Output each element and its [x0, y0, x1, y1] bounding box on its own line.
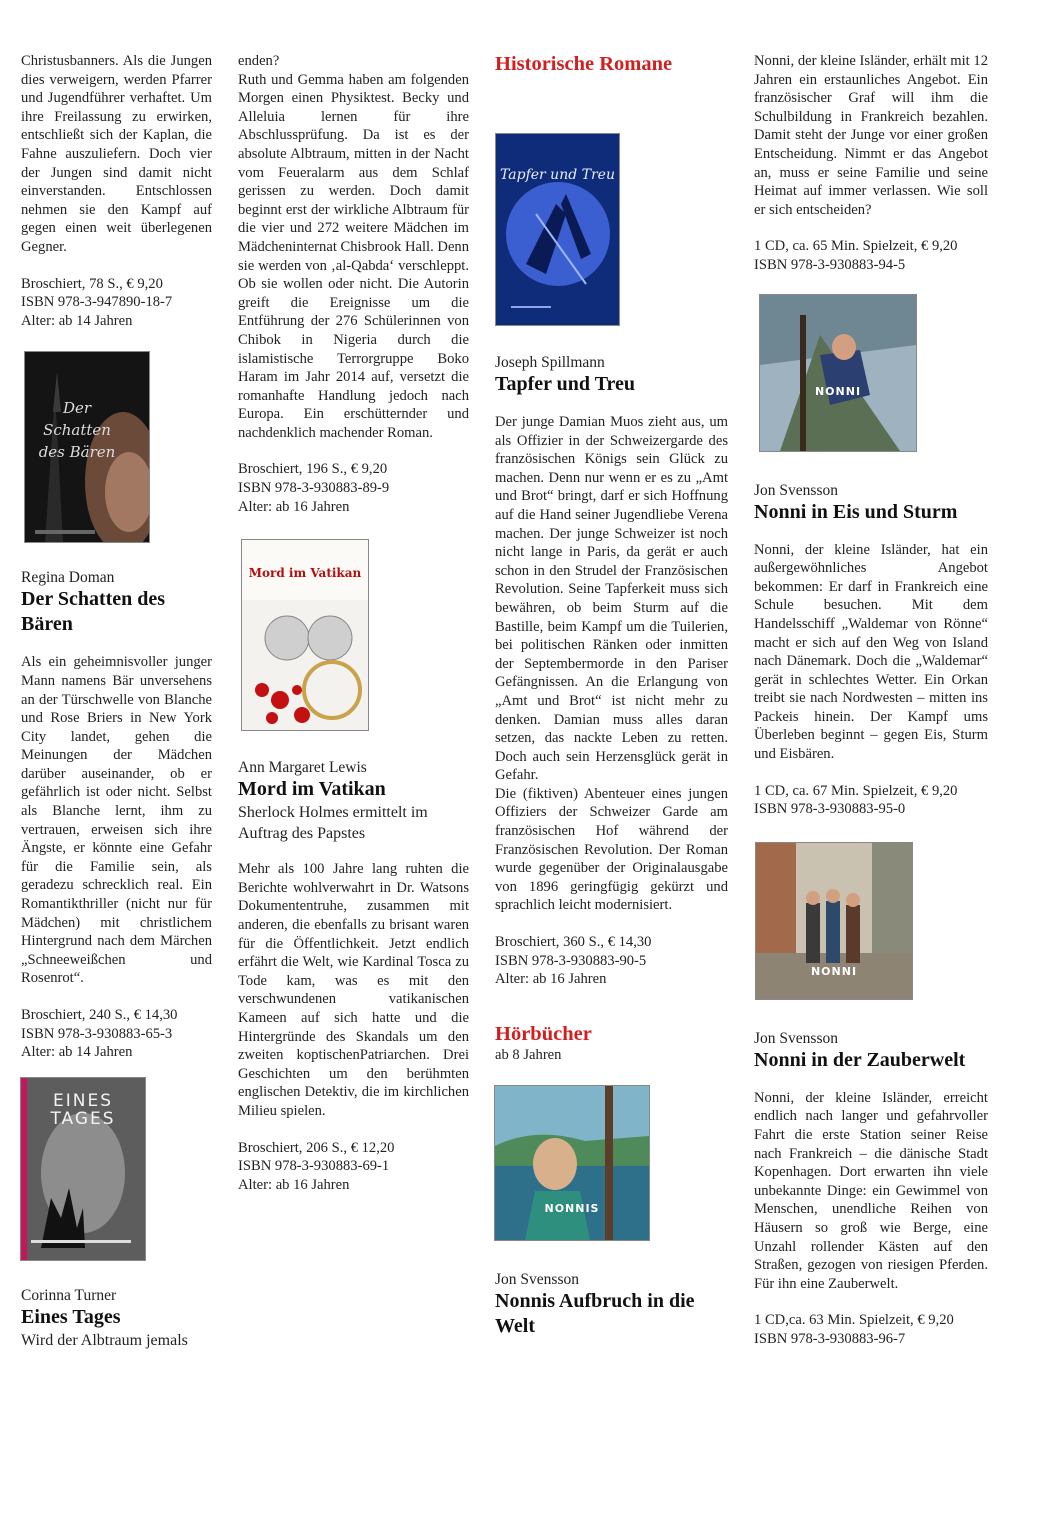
book-subtitle: Sherlock Holmes ermittelt im Auftrag des Papstes — [238, 804, 428, 843]
book-meta — [495, 933, 728, 989]
column-2 — [238, 52, 469, 1194]
age-rating: Alter: ab 14 Jahren — [21, 1044, 133, 1061]
book-meta — [238, 1139, 469, 1195]
column-1 — [21, 52, 212, 1351]
book-title: Nonni in Eis und Sturm — [754, 500, 958, 523]
cover-title: Der Schatten des Bären — [38, 399, 116, 462]
cover-title: NONNI — [814, 384, 862, 398]
format-price: Broschiert, 240 S., € 14,30 — [21, 1007, 178, 1023]
book-title: Nonni in der Zauberwelt — [754, 1048, 966, 1071]
book-title: Eines Tages — [21, 1305, 121, 1328]
isbn: ISBN 978-3-930883-69-1 — [238, 1158, 390, 1175]
book-author: Ann Margaret Lewis — [238, 759, 367, 777]
format-price: Broschiert, 360 S., € 14,30 — [495, 934, 652, 951]
section-heading: Hörbücher — [495, 1022, 592, 1045]
book-description: Mehr als 100 Jahre lang ruhten die Berichte wohlverwahrt in Dr. Watsons Dokumententruhe, zusammen mit anderen, die ebenfalls zu brisant waren für die Öffentlichkeit. Jetzt endlich erfährt die Welt, wie Kardinal Tosca zu Tode kam, was es mit den verschwundenen vatikanischen Kameen auf sich hatte und die Hintergründe des Skandals um den zweiten koptischenPatriarchen. Drei Geschichten um den berühmten englischen Detektiv, die im kirchlichen Milieu spielen. — [238, 861, 469, 1119]
book-cover[interactable] — [760, 295, 916, 451]
book-author: Jon Svensson — [495, 1271, 579, 1289]
book-meta — [754, 782, 988, 819]
book-title: Der Schatten des Bären — [21, 588, 166, 636]
book-author: Regina Doman — [21, 569, 115, 587]
format-price: Broschiert, 206 S., € 12,20 — [238, 1139, 395, 1156]
book-title: Nonnis Aufbruch in die Welt — [495, 1290, 695, 1338]
book-meta — [754, 1311, 988, 1348]
book-title: Tapfer und Treu — [495, 373, 636, 395]
book-description: Nonni, der kleine Isländer, hat ein außergewöhnliches Angebot bekommen: Er darf in Frankreich eine Schule besuchen. Mit dem Handelsschiff „Waldemar von Rönne“ macht er sich auf den Weg von Island nach Dänemark. Doch die „Waldemar“ gerät in schlechtes Wetter. Ein Orkan treibt sie nach Nordwesten – mitten ins Packeis hinein. Der Kampf ums Überleben beginnt – gegen Eis, Sturm und Eisbären. — [754, 541, 988, 763]
cover-title: NONNIS — [544, 1202, 600, 1216]
book-author: Jon Svensson — [754, 1029, 838, 1047]
isbn: ISBN 978-3-930883-65-3 — [21, 1025, 173, 1042]
age-rating: Alter: ab 16 Jahren — [238, 1176, 350, 1193]
section-note: ab 8 Jahren — [495, 1046, 562, 1063]
book-cover[interactable] — [242, 540, 368, 730]
book-subtitle: Wird der Albtraum jemals — [21, 1331, 188, 1349]
book-cover[interactable] — [25, 352, 149, 542]
column-4 — [754, 52, 988, 1349]
book-meta — [21, 1006, 212, 1062]
book-description: Nonni, der kleine Isländer, erreicht endlich nach langer und gefahrvoller Fahrt die erste Station seiner Reise nach Frankreich – die dänische Stadt Kopenhagen. Dort erwarten ihn viele unbekannte Dinge: ein Gewimmel von Menschen, unendliche Reihen von Häusern so groß wie Berge, eine Unzahl rollender Kästen auf den Straßen, gezogen von riesigen Pferden. Für ihn eine Zauberwelt. — [754, 1089, 988, 1292]
cover-title: Mord im Vatikan — [248, 566, 362, 581]
book-title: Mord im Vatikan — [238, 778, 386, 801]
book-meta — [238, 460, 469, 516]
column-3 — [495, 52, 728, 1339]
isbn: ISBN 978-3-930883-95-0 — [754, 801, 906, 818]
book-author: Corinna Turner — [21, 1286, 117, 1304]
book-description: Als ein geheimnisvoller junger Mann namens Bär unversehens an der Türschwelle von Blanche und Rose Briers in New York City landet, gehen die Meinungen der Mädchen darüber auseinander, ob er gefährlich ist oder nicht. Selbst als Blanche lernt, ihm zu vertrauen, erweisen sich ihre Ängste, er könnte eine Gefahr für die Familie sein, als geradezu schrecklich real. Ein Romantikthriller (nicht nur für Mädchen) mit christlichem Hintergrund nach dem Märchen „Schneeweißchen und Rosenrot“. — [21, 654, 212, 987]
book-description: Der junge Damian Muos zieht aus, um als Offizier in der Schweizergarde des französischen Königs sein Glück zu machen. Denn nur wenn er es zu „Amt und Brot“ bringt, darf er sich Hoffnung auf die Hand seiner Jugendliebe Verena machen. Der junge Schweizer ist noch nicht lange in Paris, da gerät er auch schon in den Strudel der Französischen Revolution. Seine Tapferkeit muss sich bewähren, ob beim Sturm auf die Bastille, beim Kampf um die Tuilerien, bei politischen Ränken oder inmitten der Septembermorde in den Pariser Gefängnissen. An die Erlangung von „Amt und Brot“ ist nicht mehr zu denken. Damian muss alles daran setzen, das nackte Leben zu retten. Doch auch sein Herzensglück gerät in Gefahr. — [495, 414, 728, 784]
intro-text: Nonni, der kleine Isländer, erhält mit 12 Jahren ein erstaunliches Angebot. Ein französischer Graf will ihm die Schulbildung in Frankreich bezahlen. Damit steht der Junge vor einer großen Entscheidung. Nimmt er das Angebot an, muss er seine Familie und seine Heimat auf immer verlassen. Wie soll er sich entscheiden? — [754, 53, 988, 218]
age-rating: Alter: ab 16 Jahren — [238, 498, 350, 515]
section-heading: Historische Romane — [495, 53, 673, 75]
isbn: ISBN 978-3-930883-90-5 — [495, 952, 647, 969]
isbn: ISBN 978-3-930883-94-5 — [754, 256, 906, 273]
book-author: Joseph Spillmann — [495, 354, 605, 371]
format-price: 1 CD,ca. 63 Min. Spielzeit, € 9,20 — [754, 1312, 954, 1329]
isbn: ISBN 978-3-930883-89-9 — [238, 480, 390, 497]
book-author: Jon Svensson — [754, 481, 838, 499]
book-cover[interactable] — [756, 843, 912, 999]
cover-title: EINES TAGES — [50, 1090, 116, 1130]
book-description-note: Die (fiktiven) Abenteuer eines jungen Offiziers der Schweizer Garde am französischen Hof während der Französischen Revolution. Der Roman wurde gegenüber der Originalausgabe von 1896 geringfügig gekürzt und sprachlich leicht modernisiert. — [495, 785, 728, 914]
book-cover[interactable] — [496, 134, 619, 325]
age-rating: Alter: ab 16 Jahren — [495, 971, 607, 988]
format-price: Broschiert, 196 S., € 9,20 — [238, 461, 388, 478]
book-cover[interactable] — [495, 1086, 649, 1240]
book-cover[interactable] — [21, 1078, 145, 1260]
book-meta — [754, 237, 988, 274]
format-price: 1 CD, ca. 65 Min. Spielzeit, € 9,20 — [754, 238, 958, 255]
book-meta — [21, 275, 212, 331]
isbn: ISBN 978-3-930883-96-7 — [754, 1330, 906, 1347]
intro-text: enden? Ruth und Gemma haben am folgenden Morgen einen Physiktest. Becky und Alleluia lernen für ihre Abschlussprüfung. Da ist es der absolute Albtraum, mitten in der Nacht vom Feueralarm aus dem Schlaf gerissen zu werden. Doch damit beginnt erst der wirkliche Albtraum für die vier und 272 weitere Mädchen im Mädcheninternat Chisbrook Hall. Denn sie werden von ‚al-Qabda‘ verschleppt. Ob sie wollen oder nicht. Die Autorin greift die Ereignisse um die Entführung der 276 Schülerinnen von Chibok in Nigeria durch die islamistische Terrorgruppe Boko Haram im Jahr 2014 auf, versetzt die romanhafte Handlung jedoch nach Europa. Ein erschütternder und nachdenklich machender Roman. — [238, 53, 470, 441]
age-rating: Alter: ab 14 Jahren — [21, 312, 133, 329]
cover-title: NONNI — [810, 964, 858, 978]
isbn: ISBN 978-3-947890-18-7 — [21, 294, 173, 311]
intro-text: Christusbanners. Als die Jungen dies verweigern, werden Pfarrer und Jugendführer verhaftet. Um ihre Freilassung zu erwirken, entschließt sich der Kaplan, die Fahne auszuliefern. Doch vier der Jungen sind damit nicht einverstanden. Entschlossen nehmen sie den Kampf auf gegen einen weit überlegenen Gegner. — [21, 53, 212, 255]
cover-title: Tapfer und Treu — [500, 167, 615, 183]
format-price: 1 CD, ca. 67 Min. Spielzeit, € 9,20 — [754, 782, 958, 799]
format-price: Broschiert, 78 S., € 9,20 — [21, 275, 163, 292]
